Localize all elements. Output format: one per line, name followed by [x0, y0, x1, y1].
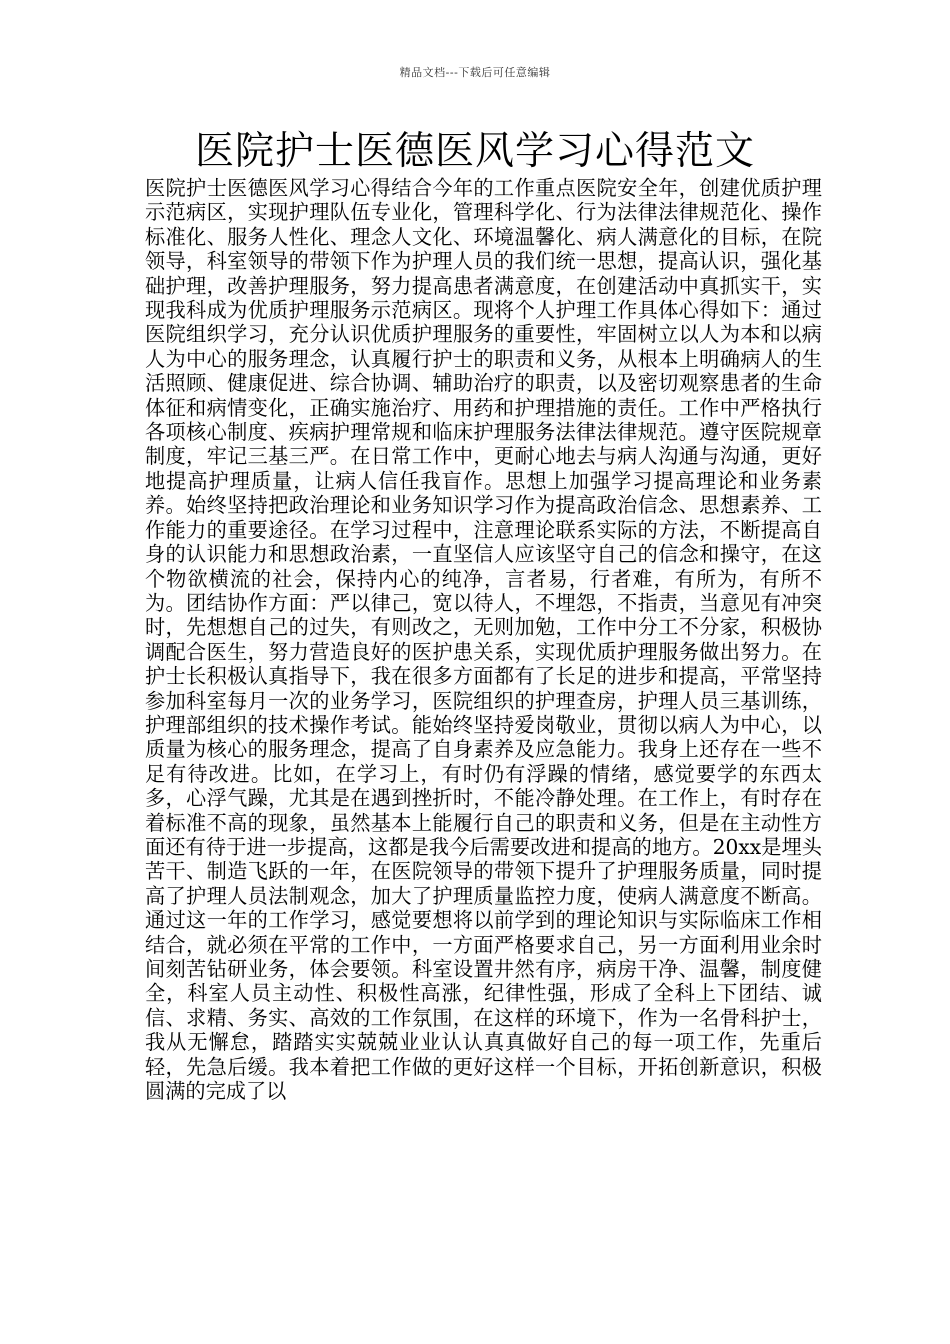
page-title: 医院护士医德医风学习心得范文: [194, 129, 755, 174]
header-note: 精品文档---下载后可任意编辑: [399, 66, 551, 79]
body-paragraph: 医院护士医德医风学习心得结合今年的工作重点医院安全年，创建优质护理示范病区，实现护理队伍专业化，管理科学化、行为法律法律规范化、操作标准化、服务人性化、理念人文化、环境温馨化、病人满意化的目标，在院领导，科室领导的带领下作为护理人员的我们统一思想，提高认识，强化基础护理，改善护理服务，努力提高患者满意度，在创建活动中真抓实干，实现我科成为优质护理服务示范病区。现将个人护理工作具体心得如下：通过医院组织学习，充分认识优质护理服务的重要性，牢固树立以人为本和以病人为中心的服务理念，认真履行护士的职责和义务，从根本上明确病人的生活照顾、健康促进、综合协调、辅助治疗的职责，以及密切观察患者的生命体征和病情变化，正确实施治疗、用药和护理措施的责任。工作中严格执行各项核心制度、疾病护理常规和临床护理服务法律法律规范。遵守医院规章制度，牢记三基三严。在日常工作中，更耐心地去与病人沟通与沟通，更好地提高护理质量，让病人信任我盲作。思想上加强学习提高理论和业务素养。始终坚持把政治理论和业务知识学习作为提高政治信念、思想素养、工作能力的重要途径。在学习过程中，注意理论联系实际的方法，不断提高自身的认识能力和思想政治素，一直坚信人应该坚守自己的信念和操守，在这个物欲横流的社会，保持内心的纯净，言者易，行者难，有所为，有所不为。团结协作方面：严以律己，宽以待人，不埋怨，不指责，当意见有冲突时，先想想自己的过失，有则改之，无则加勉，工作中分工不分家，积极协调配合医生，努力营造良好的医护患关系，实现优质护理服务做出努力。在护士长积极认真指导下，我在很多方面都有了长足的进步和提高，平常坚持参加科室每月一次的业务学习，医院组织的护理查房，护理人员三基训练，护理部组织的技术操作考试。能始终坚持爱岗敬业，贯彻以病人为中心，以质量为核心的服务理念，提高了自身素养及应急能力。我身上还存在一些不足有待改进。比如，在学习上，有时仍有浮躁的情绪，感觉要学的东西太多，心浮气躁，尤其是在遇到挫折时，不能冷静处理。在工作上，有时存在着标准不高的现象，虽然基本上能履行自己的职责和义务，但是在主动性方面还有待于进一步提高，这都是我今后需要改进和提高的地方。20xx是埋头苦干、制造飞跃的一年，在医院领导的带领下提升了护理服务质量，同时提高了护理人员法制观念，加大了护理质量监控力度，使病人满意度不断高。通过这一年的工作学习，感觉要想将以前学到的理论知识与实际临床工作相结合，就必须在平常的工作中，一方面严格要求自己，另一方面利用业余时间刻苦钻研业务，体会要领。科室设置井然有序，病房干净、温馨，制度健全，科室人员主动性、积极性高涨，纪律性强，形成了全科上下团结、诚信、求精、务实、高效的工作氛围，在这样的环境下，作为一名骨科护士，我从无懈怠，踏踏实实兢兢业业认认真真做好自己的每一项工作，先重后轻，先急后缓。我本着把工作做的更好这样一个目标，开拓创新意识，积极圆满的完成了以: [145, 176, 822, 1104]
